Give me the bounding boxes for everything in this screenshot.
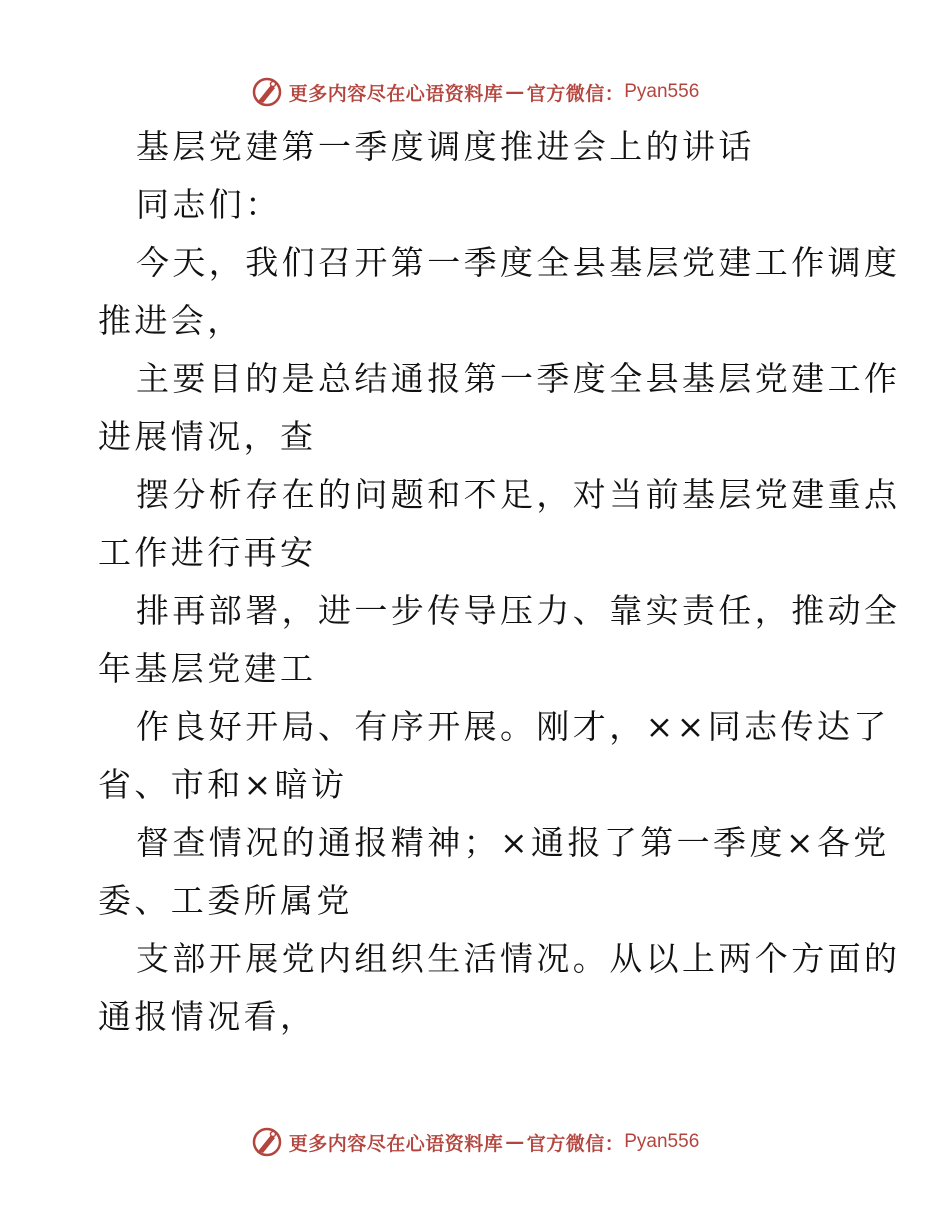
paragraph-line: 省、市和×暗访 bbox=[98, 765, 348, 804]
document-title: 基层党建第一季度调度推进会上的讲话 bbox=[136, 127, 755, 166]
watermark-text: 更多内容尽在心语资料库 bbox=[288, 82, 504, 105]
paragraph-line: 今天，我们召开第一季度全县基层党建工作调度 bbox=[136, 243, 901, 282]
watermark-suffix: 官方微信： bbox=[526, 1132, 625, 1155]
watermark-text: 更多内容尽在心语资料库 bbox=[288, 1132, 504, 1155]
paragraph-line: 进展情况，查 bbox=[98, 417, 317, 456]
paragraph-line: 支部开展党内组织生活情况。从以上两个方面的 bbox=[136, 939, 901, 978]
document-body bbox=[98, 118, 901, 1046]
watermark-handle: Pyan556 bbox=[624, 1131, 700, 1152]
pen-logo-icon bbox=[251, 76, 283, 108]
pen-logo-icon bbox=[251, 1126, 283, 1158]
paragraph-line: 通报情况看， bbox=[98, 997, 317, 1036]
paragraph-line: 排再部署，进一步传导压力、靠实责任，推动全 bbox=[136, 591, 901, 630]
paragraph-line: 委、工委所属党 bbox=[98, 881, 353, 920]
watermark-suffix: 官方微信： bbox=[526, 82, 625, 105]
watermark-separator: — bbox=[505, 81, 525, 103]
paragraph-line: 主要目的是总结通报第一季度全县基层党建工作 bbox=[136, 359, 901, 398]
paragraph-line: 年基层党建工 bbox=[98, 649, 317, 688]
paragraph-line: 摆分析存在的问题和不足，对当前基层党建重点 bbox=[136, 475, 901, 514]
paragraph-line: 作良好开局、有序开展。刚才，××同志传达了 bbox=[136, 707, 890, 746]
paragraph-line: 督查情况的通报精神；×通报了第一季度×各党 bbox=[136, 823, 890, 862]
footer-watermark bbox=[0, 1122, 950, 1162]
paragraph-line: 工作进行再安 bbox=[98, 533, 317, 572]
salutation: 同志们： bbox=[136, 185, 282, 224]
header-watermark bbox=[0, 72, 950, 112]
watermark-handle: Pyan556 bbox=[624, 81, 700, 102]
watermark-separator: — bbox=[505, 1131, 525, 1153]
paragraph-line: 推进会， bbox=[98, 301, 244, 340]
